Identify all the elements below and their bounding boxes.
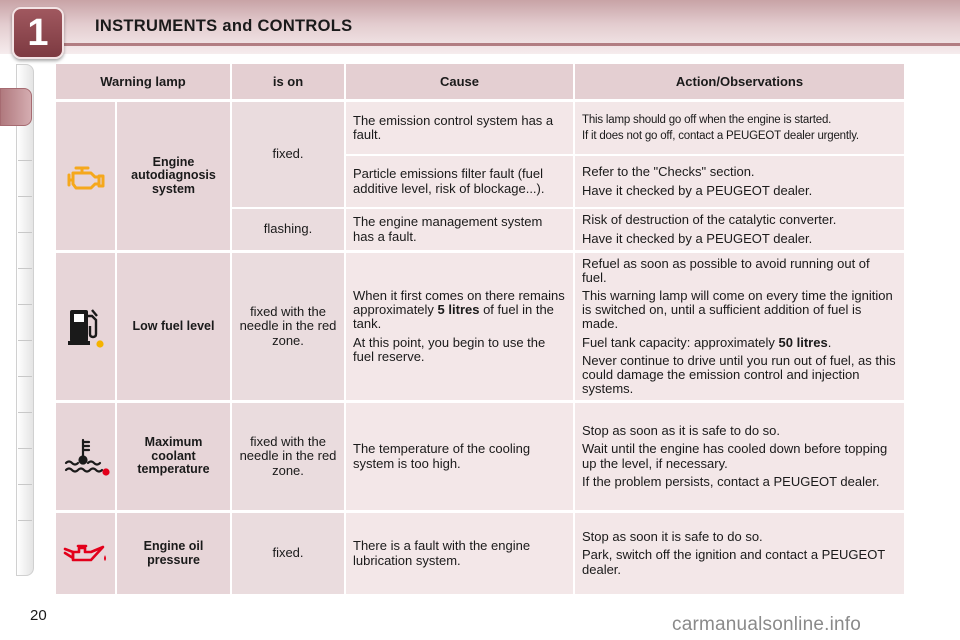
action-text: Stop as soon it is safe to do so. — [582, 529, 763, 545]
tab-divider — [18, 160, 32, 161]
engine-lamp-cell — [56, 102, 115, 250]
page-title: INSTRUMENTS and CONTROLS — [95, 17, 353, 35]
fuel-cause — [346, 253, 573, 400]
chapter-tabs — [16, 64, 34, 576]
oil-lamp-name: Engine oil pressure — [117, 513, 230, 594]
cause-text: At this point, you begin to use the fuel reserve. — [353, 334, 546, 364]
action-text: This lamp should go off when the engine is started. — [582, 113, 832, 126]
engine-cause-2 — [346, 156, 573, 207]
action-text: Have it checked by a PEUGEOT dealer. — [582, 182, 813, 198]
coolant-action — [575, 403, 904, 510]
engine-state-flashing: flashing. — [232, 209, 344, 250]
column-header-cause: Cause — [346, 64, 573, 99]
action-text: Risk of destruction of the catalytic converter. — [582, 212, 837, 228]
tab-divider — [18, 484, 32, 485]
action-text: Have it checked by a PEUGEOT dealer. — [582, 230, 813, 246]
tab-divider — [18, 520, 32, 521]
coolant-temperature-icon — [62, 437, 110, 477]
column-header-action: Action/Observations — [575, 64, 904, 99]
fuel-state: fixed with the needle in the red zone. — [232, 253, 344, 400]
tab-divider — [18, 268, 32, 269]
action-text: Wait until the engine has cooled down before topping up the level, if necessary. — [582, 441, 888, 471]
action-text: Refuel as soon as possible to avoid running out of fuel. — [582, 256, 870, 286]
tab-divider — [18, 232, 32, 233]
engine-action-1 — [575, 102, 904, 154]
tab-divider — [18, 340, 32, 341]
chapter-tab-active[interactable] — [0, 88, 32, 126]
coolant-lamp-cell — [56, 403, 115, 510]
cause-text: The temperature of the cooling system is too high. — [353, 441, 531, 471]
coolant-state: fixed with the needle in the red zone. — [232, 403, 344, 510]
engine-check-icon — [66, 161, 106, 191]
page-number: 20 — [30, 607, 47, 624]
cause-text: The emission control system has a fault. — [353, 112, 554, 142]
engine-action-2 — [575, 156, 904, 207]
action-text: Stop as soon as it is safe to do so. — [582, 423, 781, 439]
column-header-warning-lamp: Warning lamp — [56, 64, 230, 99]
chapter-badge — [12, 7, 64, 59]
action-text: This warning lamp will come on every time the ignition is switched on, until a sufficient addition of fuel is made. — [582, 288, 893, 332]
oil-action — [575, 513, 904, 594]
fuel-lamp-cell — [56, 253, 115, 400]
tab-divider — [18, 376, 32, 377]
column-header-is-on: is on — [232, 64, 344, 99]
coolant-cause — [346, 403, 573, 510]
oil-can-icon — [63, 541, 109, 567]
watermark: carmanualsonline.info — [672, 614, 862, 635]
action-text: Refer to the "Checks" section. — [582, 164, 755, 180]
fuel-pump-icon — [65, 304, 107, 350]
engine-action-3 — [575, 209, 904, 250]
action-text: Fuel tank capacity: approximately 50 litres. — [582, 334, 832, 350]
cause-text: Particle emissions filter fault (fuel additive level, risk of blockage...). — [353, 166, 545, 196]
engine-state-fixed: fixed. — [232, 102, 344, 207]
chapter-number: 1 — [27, 11, 49, 54]
header-rule — [60, 43, 960, 46]
fuel-action — [575, 253, 904, 400]
action-text: If it does not go off, contact a PEUGEOT dealer urgently. — [582, 130, 859, 142]
cause-text: When it first comes on there remains approximately 5 litres of fuel in the tank. — [353, 288, 565, 332]
fuel-lamp-name: Low fuel level — [117, 253, 230, 400]
tab-divider — [18, 448, 32, 449]
action-text: If the problem persists, contact a PEUGEOT dealer. — [582, 473, 880, 489]
oil-cause — [346, 513, 573, 594]
coolant-lamp-name: Maximum coolant temperature — [117, 403, 230, 510]
cause-text: The engine management system has a fault. — [353, 214, 543, 244]
engine-cause-1 — [346, 102, 573, 154]
tab-divider — [18, 412, 32, 413]
tab-divider — [18, 304, 32, 305]
tab-divider — [18, 196, 32, 197]
action-text: Never continue to drive until you run out of fuel, as this could damage the emission control and injection systems. — [582, 352, 896, 396]
engine-lamp-name: Engine autodiagnosis system — [117, 102, 230, 250]
oil-lamp-cell — [56, 513, 115, 594]
cause-text: There is a fault with the engine lubrication system. — [353, 538, 531, 568]
oil-state: fixed. — [232, 513, 344, 594]
action-text: Park, switch off the ignition and contact a PEUGEOT dealer. — [582, 547, 886, 577]
engine-cause-3 — [346, 209, 573, 250]
